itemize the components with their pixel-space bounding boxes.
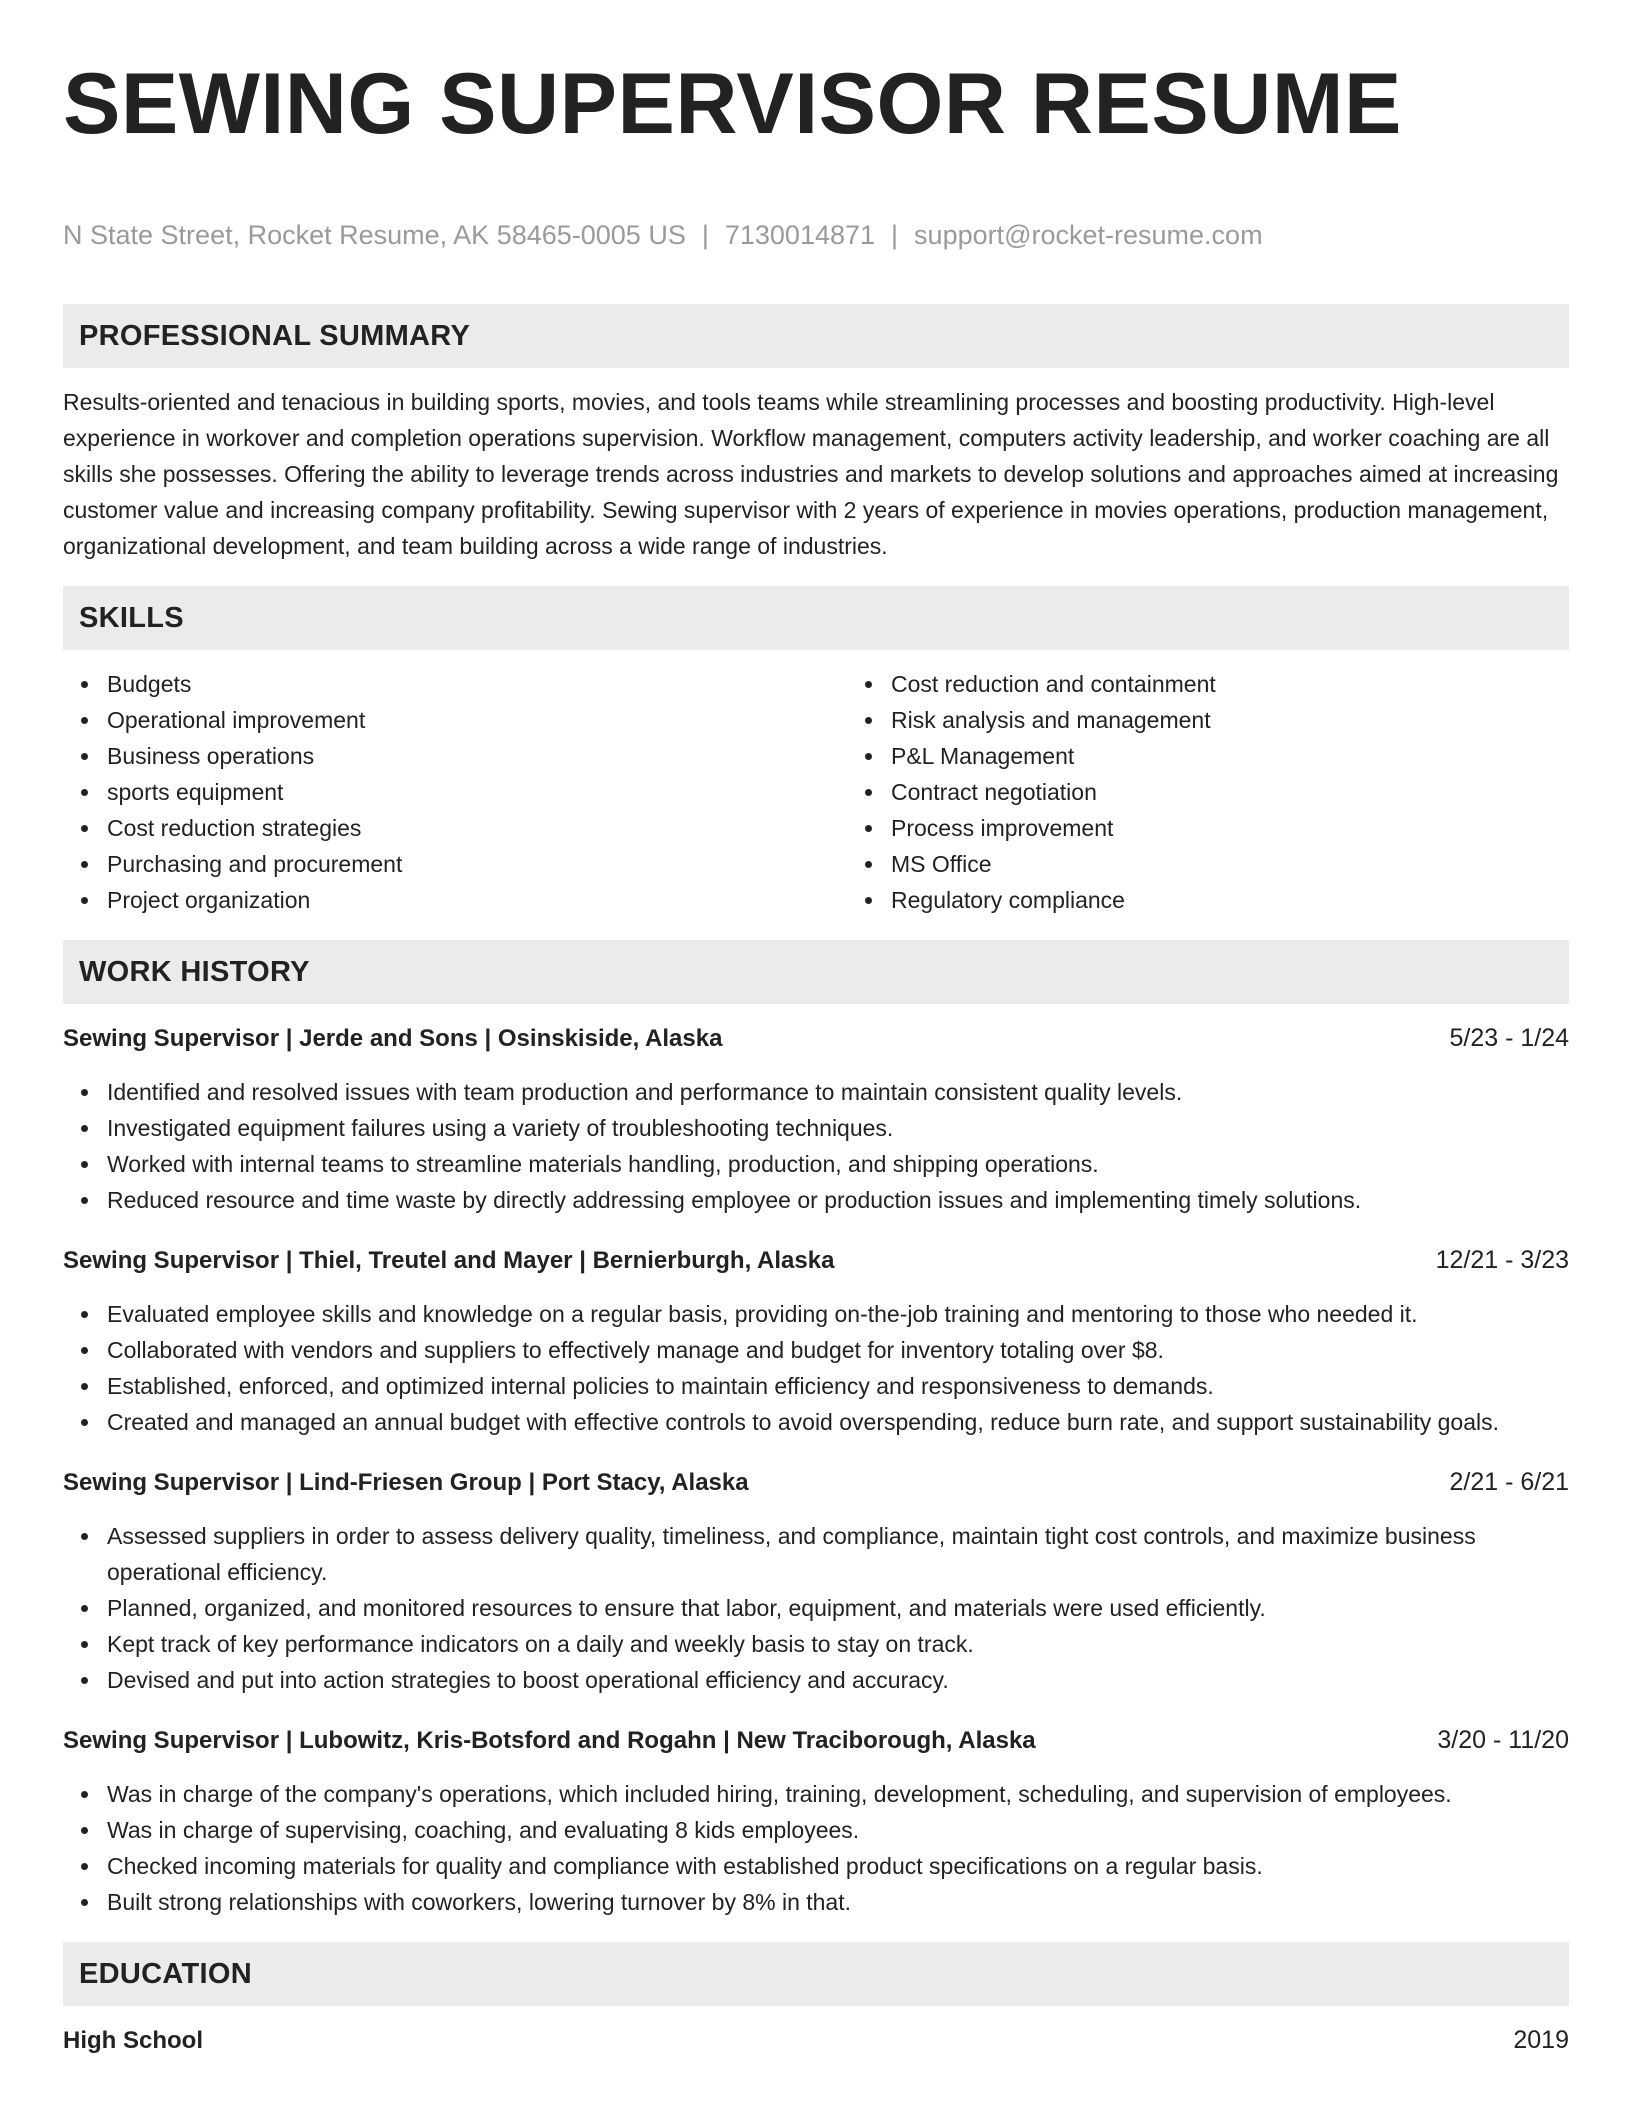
job-bullets: [63, 1296, 1569, 1440]
skills-column-left: [63, 666, 847, 918]
job-title: Sewing Supervisor | Lubowitz, Kris-Botsford and Rogahn | New Traciborough, Alaska: [63, 1727, 1036, 1754]
job-header: [63, 1242, 1569, 1278]
skills-grid: [63, 666, 1569, 918]
summary-text: Results-oriented and tenacious in building sports, movies, and tools teams while streamlining processes and boosting productivity. High-level experience in workover and completion operations supervision. Workflow management, computers activity leadership, and worker coaching are all skills she possesses. Offering the ability to leverage trends across industries and markets to develop solutions and approaches aimed at increasing customer value and increasing company profitability. Sewing supervisor with 2 years of experience in movies operations, production management, organizational development, and team building across a wide range of industries.: [63, 389, 1559, 559]
job-header: [63, 1020, 1569, 1056]
job-bullet: Checked incoming materials for quality and compliance with established product specifications on a regular basis.: [107, 1848, 1569, 1884]
job-bullet: Evaluated employee skills and knowledge on a regular basis, providing on-the-job training and mentoring to those who needed it.: [107, 1296, 1569, 1332]
education-year: 2019: [1513, 2026, 1569, 2054]
skill-item: Regulatory compliance: [891, 882, 1631, 918]
job-bullet: Was in charge of the company's operations, which included hiring, training, development, scheduling, and supervision of employees.: [107, 1776, 1569, 1812]
skill-item: Contract negotiation: [891, 774, 1631, 810]
skill-item: Cost reduction strategies: [107, 810, 847, 846]
job-title: Sewing Supervisor | Lind-Friesen Group | Port Stacy, Alaska: [63, 1469, 749, 1496]
job-dates: 2/21 - 6/21: [1449, 1468, 1569, 1496]
section-title: WORK HISTORY: [79, 955, 310, 988]
job-bullet: Created and managed an annual budget with effective controls to avoid overspending, reduce burn rate, and support sustainability goals.: [107, 1404, 1569, 1440]
job-bullet: Established, enforced, and optimized internal policies to maintain efficiency and responsiveness to demands.: [107, 1368, 1569, 1404]
job-dates: 3/20 - 11/20: [1437, 1726, 1569, 1754]
skill-item: Business operations: [107, 738, 847, 774]
contact-line: [63, 218, 1569, 252]
section-header-summary: [63, 304, 1569, 368]
contact-email: support@rocket-resume.com: [914, 220, 1263, 250]
job-title: Sewing Supervisor | Thiel, Treutel and Mayer | Bernierburgh, Alaska: [63, 1247, 835, 1274]
section-title: PROFESSIONAL SUMMARY: [79, 319, 471, 352]
resume-title: SEWING SUPERVISOR RESUME: [63, 56, 1402, 152]
job-bullet: Assessed suppliers in order to assess delivery quality, timeliness, and compliance, maintain tight cost controls, and maximize business operational efficiency.: [107, 1518, 1569, 1590]
skill-item: Project organization: [107, 882, 847, 918]
skill-item: Budgets: [107, 666, 847, 702]
section-header-education: [63, 1942, 1569, 2006]
job-bullet: Investigated equipment failures using a variety of troubleshooting techniques.: [107, 1110, 1569, 1146]
skill-item: MS Office: [891, 846, 1631, 882]
contact-phone: 7130014871: [724, 220, 876, 250]
job-bullet: Planned, organized, and monitored resources to ensure that labor, equipment, and materials were used efficiently.: [107, 1590, 1569, 1626]
job-bullet: Devised and put into action strategies to boost operational efficiency and accuracy.: [107, 1662, 1569, 1698]
skill-item: sports equipment: [107, 774, 847, 810]
job-bullet: Built strong relationships with coworkers, lowering turnover by 8% in that.: [107, 1884, 1569, 1920]
section-header-work-history: [63, 940, 1569, 1004]
contact-separator: |: [701, 220, 709, 250]
skill-item: Cost reduction and containment: [891, 666, 1631, 702]
section-header-skills: [63, 586, 1569, 650]
section-title: SKILLS: [79, 601, 184, 634]
job-dates: 12/21 - 3/23: [1435, 1246, 1569, 1274]
job-bullets: [63, 1518, 1569, 1698]
skill-item: Operational improvement: [107, 702, 847, 738]
job-header: [63, 1464, 1569, 1500]
job-bullet: Reduced resource and time waste by directly addressing employee or production issues and implementing timely solutions.: [107, 1182, 1569, 1218]
job-entry: [63, 1242, 1569, 1440]
skills-column-right: [847, 666, 1631, 918]
section-title: EDUCATION: [79, 1957, 252, 1990]
education-entry: [63, 2022, 1569, 2059]
job-entry: [63, 1020, 1569, 1218]
job-bullet: Identified and resolved issues with team production and performance to maintain consistent quality levels.: [107, 1074, 1569, 1110]
job-bullet: Was in charge of supervising, coaching, and evaluating 8 kids employees.: [107, 1812, 1569, 1848]
skill-item: Risk analysis and management: [891, 702, 1631, 738]
job-bullet: Kept track of key performance indicators on a daily and weekly basis to stay on track.: [107, 1626, 1569, 1662]
job-header: [63, 1722, 1569, 1758]
job-bullets: [63, 1776, 1569, 1920]
skill-item: Process improvement: [891, 810, 1631, 846]
contact-address: N State Street, Rocket Resume, AK 58465-0005 US: [63, 220, 686, 250]
job-bullet: Worked with internal teams to streamline materials handling, production, and shipping operations.: [107, 1146, 1569, 1182]
job-entry: [63, 1464, 1569, 1698]
job-dates: 5/23 - 1/24: [1449, 1024, 1569, 1052]
skill-item: Purchasing and procurement: [107, 846, 847, 882]
education-school: High School: [63, 2027, 203, 2054]
job-bullet: Collaborated with vendors and suppliers to effectively manage and budget for inventory totaling over $8.: [107, 1332, 1569, 1368]
skill-item: P&L Management: [891, 738, 1631, 774]
job-title: Sewing Supervisor | Jerde and Sons | Osinskiside, Alaska: [63, 1025, 723, 1052]
job-bullets: [63, 1074, 1569, 1218]
contact-separator: |: [891, 220, 899, 250]
job-entry: [63, 1722, 1569, 1920]
